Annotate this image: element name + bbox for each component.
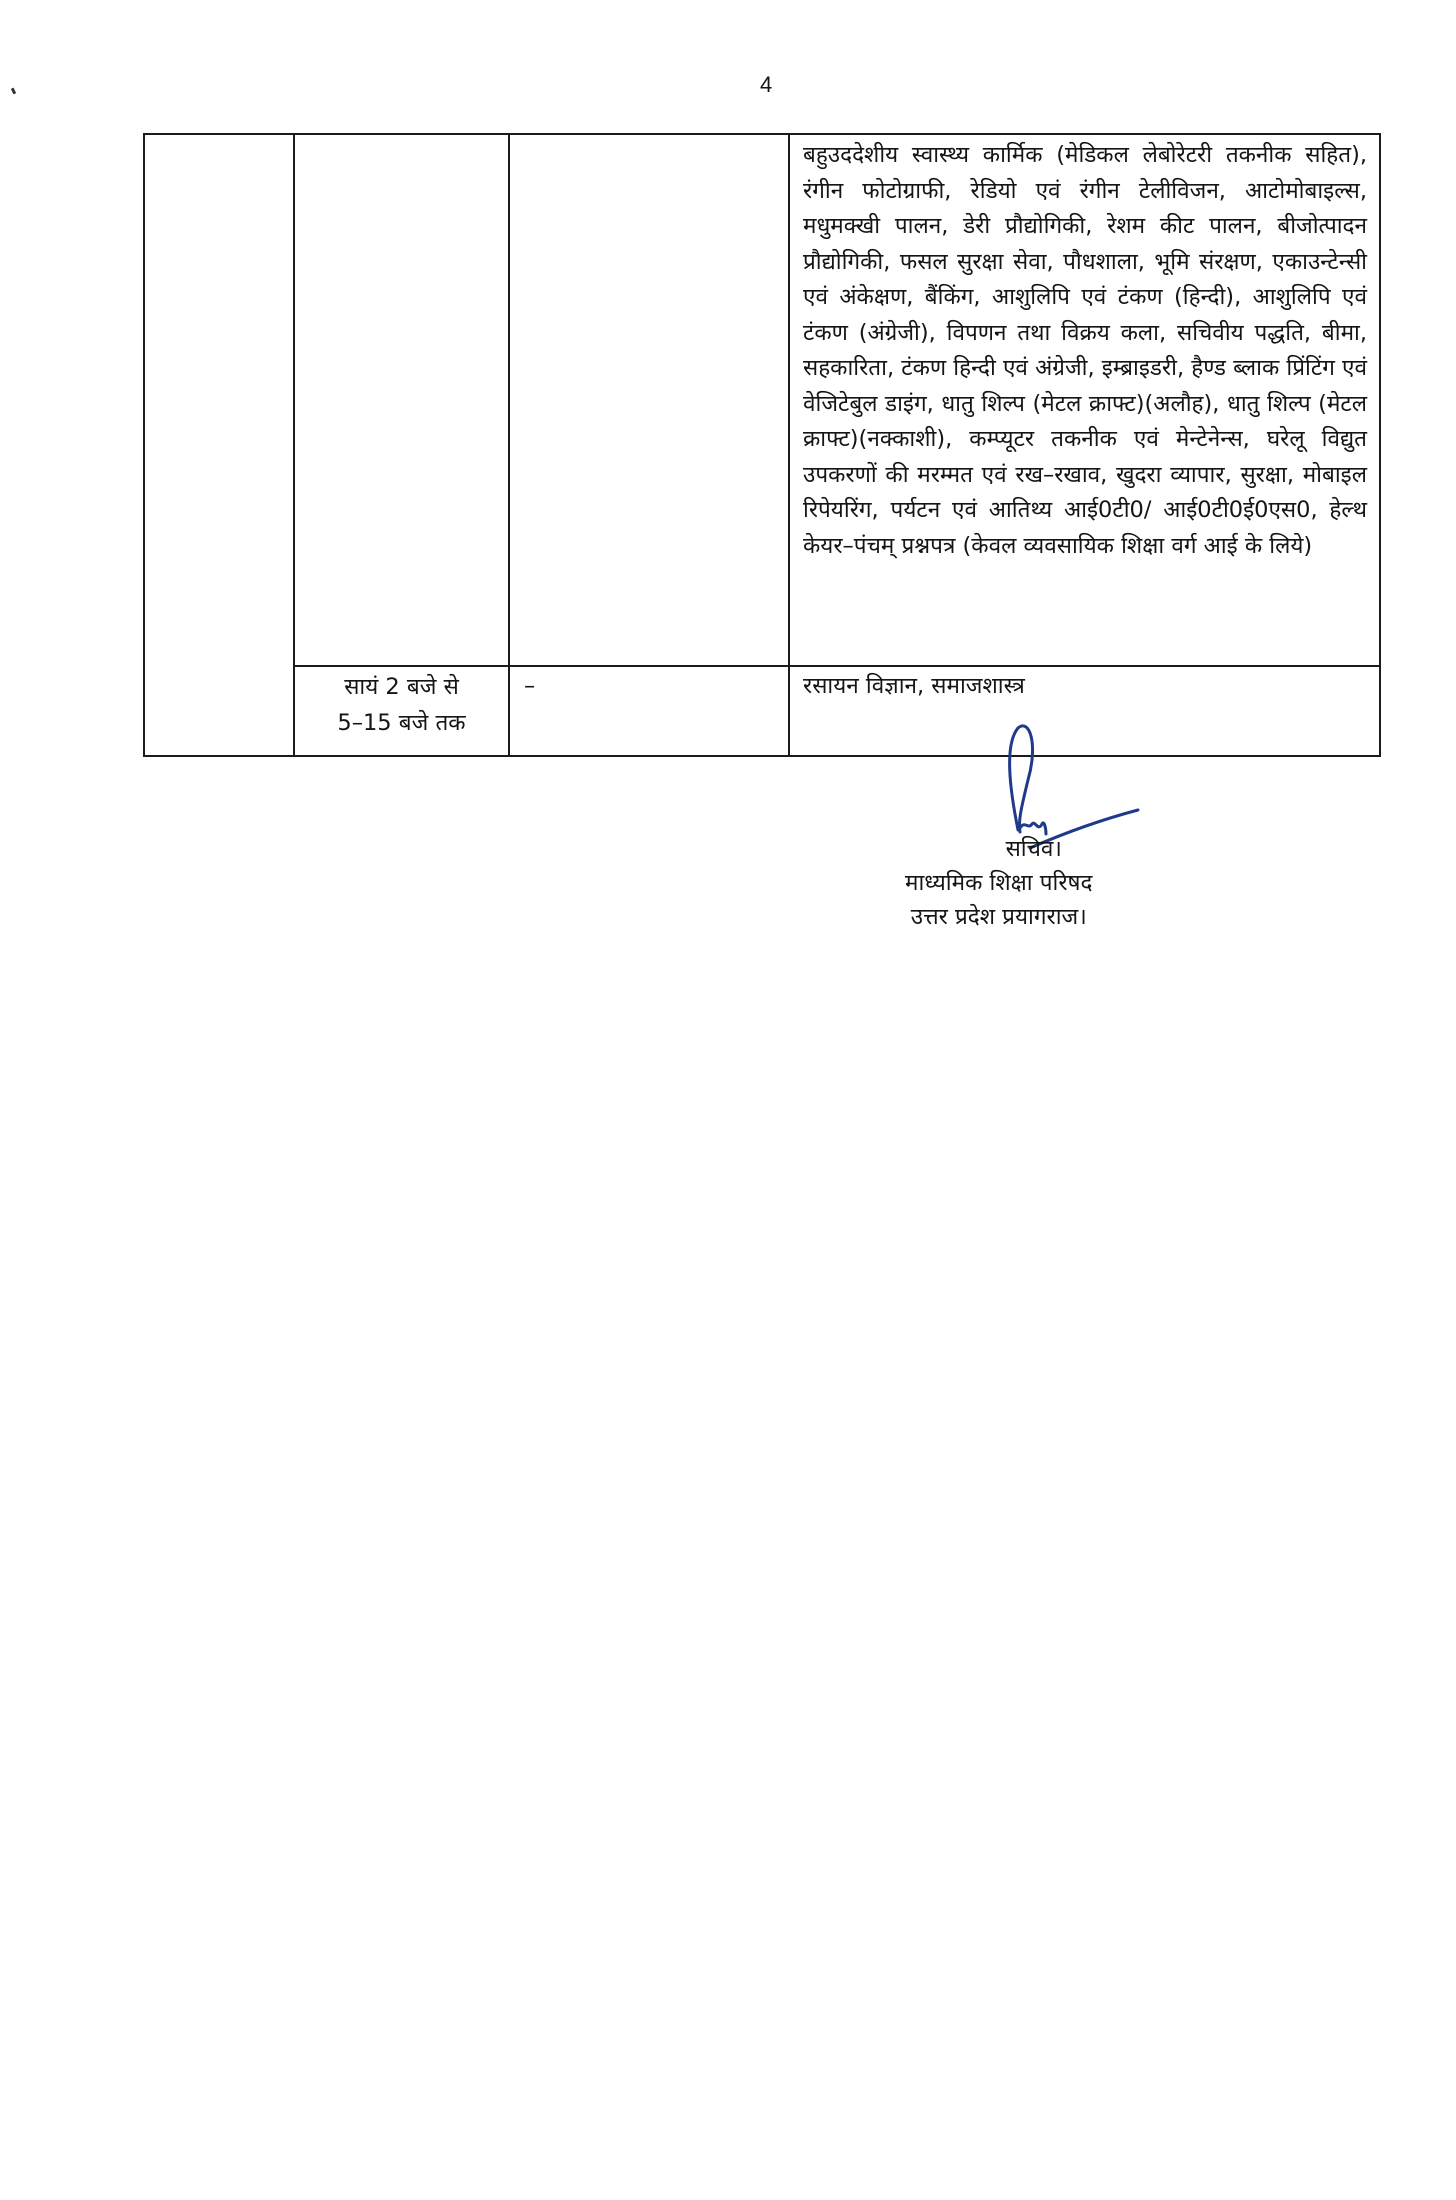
subjects-list: रसायन विज्ञान, समाजशास्त्र <box>803 673 1025 699</box>
signatory-title: सचिव। <box>1005 836 1062 862</box>
signature-icon <box>1000 720 1140 850</box>
morning-subjects-cell <box>509 666 789 756</box>
time-cell <box>294 134 509 666</box>
empty-dash: – <box>524 673 536 699</box>
exam-schedule-table <box>143 133 1381 757</box>
time-cell <box>294 666 509 756</box>
table-row <box>144 134 1380 666</box>
scan-mark <box>11 88 16 95</box>
subjects-cell <box>789 134 1380 666</box>
page-number: 4 <box>760 72 773 97</box>
date-cell <box>144 134 294 756</box>
signature-block <box>905 832 1093 934</box>
time-start: सायं 2 बजे से <box>344 674 459 700</box>
organization-name: माध्यमिक शिक्षा परिषद <box>905 870 1093 896</box>
time-range <box>295 667 508 741</box>
time-end: 5–15 बजे तक <box>337 710 466 736</box>
table-row <box>144 666 1380 756</box>
subjects-list: बहुउददेशीय स्वास्थ्य कार्मिक (मेडिकल लेबोरेटरी तकनीक सहित), रंगीन फोटोग्राफी, रेडियो एवं रंगीन टेलीविजन, आटोमोबाइल्स, मधुमक्खी पालन, डेरी प्रौद्योगिकी, रेशम कीट पालन, बीजोत्पादन प्रौद्योगिकी, फसल सुरक्षा सेवा, पौधशाला, भूमि संरक्षण, एकाउन्टेन्सी एवं अंकेक्षण, बैंकिंग, आशुलिपि एवं टंकण (हिन्दी), आशुलिपि एवं टंकण (अंग्रेजी), विपणन तथा विक्रय कला, सचिवीय पद्धति, बीमा, सहकारिता, टंकण हिन्दी एवं अंग्रेजी, इम्ब्राइडरी, हैण्ड ब्लाक प्रिंटिंग एवं वेजिटेबुल डाइंग, धातु शिल्प (मेटल क्राफ्ट)(अलौह), धातु शिल्प (मेटल क्राफ्ट)(नक्काशी), कम्प्यूटर तकनीक एवं मेन्टेनेन्स, घरेलू विद्युत उपकरणों की मरम्मत एवं रख–रखाव, खुदरा व्यापार, सुरक्षा, मोबाइल रिपेयरिंग, पर्यटन एवं आतिथ्य आई0टी0/ आई0टी0ई0एस0, हेल्थ केयर–पंचम् प्रश्नपत्र (केवल व्यवसायिक शिक्षा वर्ग आई के लिये) <box>803 142 1367 559</box>
morning-subjects-cell <box>509 134 789 666</box>
organization-location: उत्तर प्रदेश प्रयागराज। <box>910 904 1087 930</box>
